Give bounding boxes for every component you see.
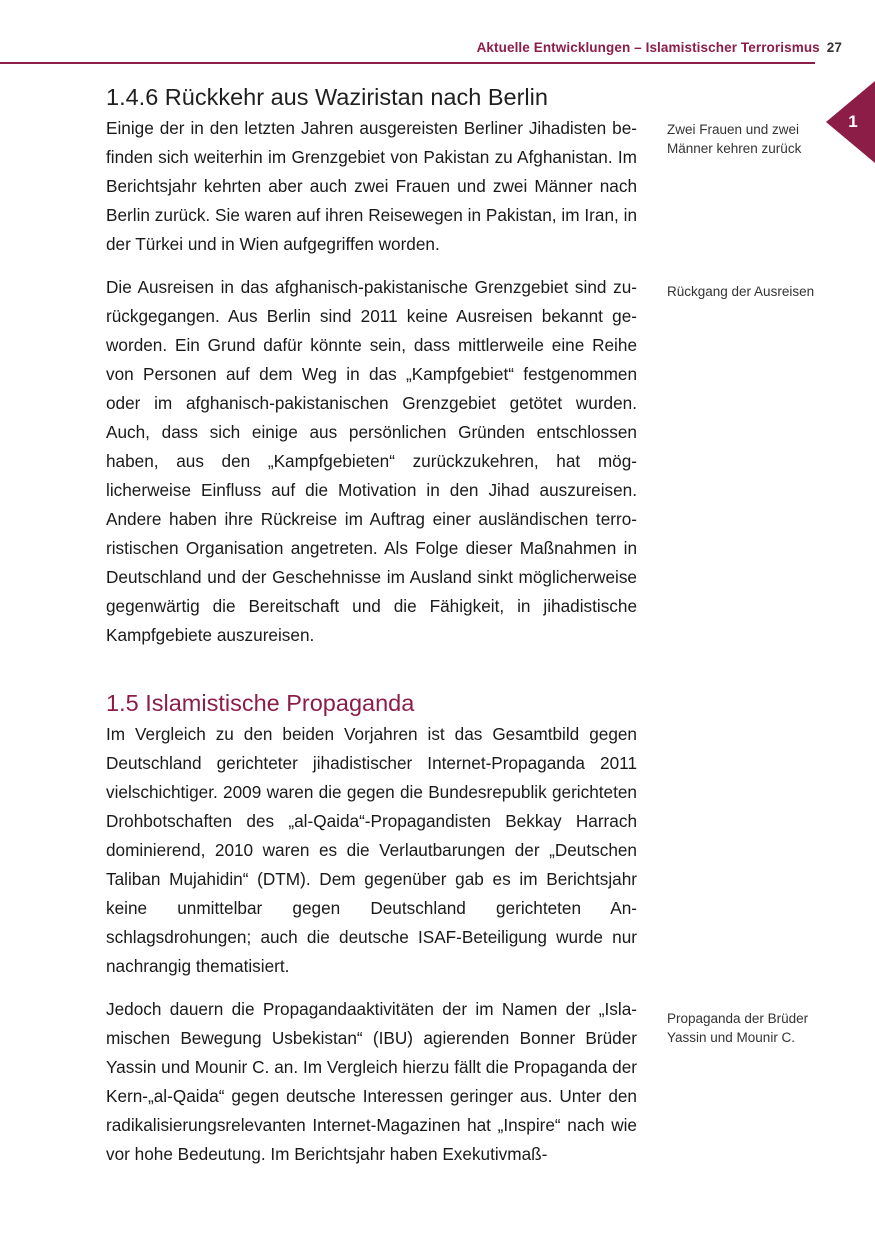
margin-note: Rückgang der Ausreisen (667, 284, 815, 299)
paragraph: Einige der in den letzten Jahren ausgereisten Berliner Jihadisten befinden sich weiterhin im Grenzgebiet von Pakistan zu Afghanistan. Im Berichtsjahr kehrten aber auch zwei Frauen und zwei Männer nach Berlin zurück. Sie waren auf ihren Reisewegen in Pakistan, im Iran, in der Türkei und in Wien aufgegriffen worden. (106, 118, 637, 254)
margin-note: Zwei Frauen und zwei Männer kehren zurück (667, 122, 802, 156)
section-heading-1-5: 1.5 Islamistische Propaganda (106, 690, 415, 716)
page-number: 27 (826, 40, 842, 55)
paragraph: Jedoch dauern die Propagandaaktivitäten der im Namen der „Islamischen Bewegung Usbekistan“ (IBU) agierenden Bonner Brüder Yassin und Mounir C. an. Im Vergleich hierzu fällt die Propaganda der Kern-„al-Qaida“ gegen deutsche Interessen geringer aus. Unter den radikalisierungsrelevanten Internet-Magazinen hat „Inspire“ nach wie vor hohe Bedeutung. Im Berichtsjahr haben Exekutivmaß- (106, 999, 637, 1164)
section-heading-1-4-6: 1.4.6 Rückkehr aus Waziristan nach Berlin (106, 84, 548, 110)
margin-note: Propaganda der Brüder Yassin und Mounir C. (667, 1011, 809, 1045)
paragraph: Die Ausreisen in das afghanisch-pakistanische Grenzgebiet sind zurückgegangen. Aus Berlin sind 2011 keine Ausreisen bekannt geworden. Ein Grund dafür könnte sein, dass mittlerweile eine Reihe von Personen auf dem Weg in das „Kampfgebiet“ festgenommen oder im afghanisch-pakistanischen Grenzgebiet getötet wurden. Auch, dass sich einige aus persönlichen Gründen entschlossen haben, aus den „Kampfgebieten“ zurückzukehren, hat möglicherweise Einfluss auf die Motivation in den Jihad auszureisen. Andere haben ihre Rückreise im Auftrag einer ausländischen terroristischen Organisation angetreten. Als Folge dieser Maßnahmen in Deutschland und der Geschehnisse im Ausland sinkt möglicherweise gegenwärtig die Bereitschaft und die Fähigkeit, in jihadistische Kampfgebiete auszureisen. (106, 277, 637, 645)
chapter-number: 1 (848, 112, 858, 131)
header-rule (0, 62, 815, 64)
running-header-title: Aktuelle Entwicklungen – Islamistischer Terrorismus (476, 40, 820, 55)
paragraph: Im Vergleich zu den beiden Vorjahren ist das Gesamtbild gegen Deutschland gerichteter jihadistischer Internet-Propaganda 2011 vielschichtiger. 2009 waren die gegen die Bundesrepublik gerichteten Drohbotschaften des „al-Qaida“-Propagandisten Bekkay Harrach dominierend, 2010 waren es die Verlautbarungen der „Deutschen Taliban Mujahidin“ (DTM). Dem gegenüber gab es im Berichtsjahr keine unmittelbar gegen Deutschland gerichteten Anschlagsdrohungen; auch die deutsche ISAF-Beteiligung wurde nur nachrangig thematisiert. (106, 724, 637, 976)
running-header (477, 40, 842, 55)
main-content (106, 82, 637, 1183)
